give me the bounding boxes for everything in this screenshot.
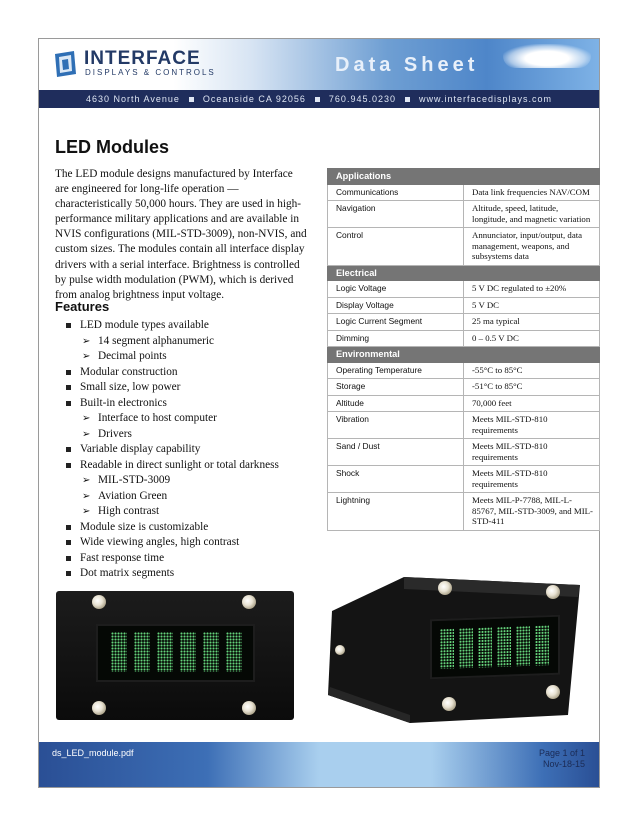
feature-item xyxy=(66,380,279,396)
contact-phone: 760.945.0230 xyxy=(328,94,396,104)
spec-label: Navigation xyxy=(328,201,464,228)
intro-paragraph: The LED module designs manufactured by Interface are engineered for long-life operation — characteristically 50,000 hours. They are used in high-performance military applications and are available in NVIS configurations (MIL-STD-3009), non-NVIS, and custom sizes. The modules contain all interface display drivers with a serial interface. Brightness is controlled by pulse width modulation (PWM), which is derived from analog brightness input voltage. xyxy=(55,168,307,301)
led-digit xyxy=(516,626,530,666)
feature-subitem xyxy=(66,349,279,365)
spec-label: Control xyxy=(328,228,464,266)
spec-row xyxy=(328,362,600,379)
spec-label: Display Voltage xyxy=(328,297,464,314)
contact-website: www.interfacedisplays.com xyxy=(418,94,553,104)
spec-value: 5 V DC xyxy=(464,297,600,314)
spec-section-title: Environmental xyxy=(328,347,600,363)
feature-item xyxy=(66,535,279,551)
spec-section-title: Electrical xyxy=(328,265,600,281)
square-bullet-icon xyxy=(66,370,71,375)
feature-text: Built-in electronics xyxy=(80,396,167,409)
spec-row xyxy=(328,201,600,228)
spec-value: Altitude, speed, latitude, longitude, and magnetic variation xyxy=(464,201,600,228)
led-display-window xyxy=(96,624,255,682)
feature-text: Module size is customizable xyxy=(80,520,209,533)
spec-row xyxy=(328,395,600,412)
spec-label: Sand / Dust xyxy=(328,439,464,466)
led-digit xyxy=(180,632,196,672)
square-bullet-icon xyxy=(66,401,71,406)
feature-item xyxy=(66,396,279,412)
spec-row xyxy=(328,228,600,266)
spec-label: Shock xyxy=(328,466,464,493)
arrow-bullet-icon: ➢ xyxy=(82,475,91,486)
spec-value: Meets MIL-P-7788, MIL-L-85767, MIL-STD-3009, and MIL-STD-411 xyxy=(464,493,600,531)
spec-row xyxy=(328,297,600,314)
screw-icon xyxy=(335,645,345,655)
contact-address: 4630 North Avenue xyxy=(85,94,180,104)
square-bullet-icon xyxy=(66,463,71,468)
spec-label: Operating Temperature xyxy=(328,362,464,379)
feature-item xyxy=(66,520,279,536)
feature-item xyxy=(66,551,279,567)
spec-section-title: Applications xyxy=(328,169,600,185)
screw-icon xyxy=(442,697,456,711)
led-digit xyxy=(459,628,473,668)
square-bullet-icon xyxy=(66,540,71,545)
led-digit xyxy=(478,627,492,667)
feature-subtext: Interface to host computer xyxy=(98,412,217,424)
company-logo-icon xyxy=(52,50,78,78)
feature-subtext: 14 segment alphanumeric xyxy=(98,334,215,347)
footer-filename: ds_LED_module.pdf xyxy=(52,748,134,758)
spec-value: Meets MIL-STD-810 requirements xyxy=(464,412,600,439)
led-module-front-image xyxy=(56,591,294,720)
square-bullet-icon xyxy=(66,447,71,452)
spec-row xyxy=(328,493,600,531)
led-display-window xyxy=(430,615,560,680)
led-digit xyxy=(497,626,511,666)
screw-icon xyxy=(438,581,452,595)
feature-subtext: Aviation Green xyxy=(98,489,168,502)
spec-value: Meets MIL-STD-810 requirements xyxy=(464,466,600,493)
spec-value: 25 ma typical xyxy=(464,314,600,331)
feature-item xyxy=(66,566,279,582)
feature-text: Fast response time xyxy=(80,551,165,564)
spec-section-header xyxy=(328,169,600,185)
separator-icon xyxy=(189,97,194,102)
spec-row xyxy=(328,314,600,331)
feature-subitem xyxy=(66,334,279,350)
feature-text: Small size, low power xyxy=(80,381,181,393)
led-digit xyxy=(203,632,219,672)
spec-row xyxy=(328,281,600,298)
spec-row xyxy=(328,412,600,439)
spec-label: Storage xyxy=(328,379,464,396)
arrow-bullet-icon: ➢ xyxy=(82,335,91,347)
feature-subtext: MIL-STD-3009 xyxy=(98,474,171,486)
feature-subtext: Decimal points xyxy=(98,350,167,362)
page-number: Page 1 of 1 xyxy=(538,748,585,758)
led-digit xyxy=(111,632,127,672)
led-module-angled-image xyxy=(328,575,583,725)
spec-value: 5 V DC regulated to ±20% xyxy=(464,281,600,298)
spec-value: -55°C to 85°C xyxy=(464,362,600,379)
revision-date: Nov-18-15 xyxy=(542,759,585,769)
square-bullet-icon xyxy=(66,525,71,530)
spec-row xyxy=(328,439,600,466)
feature-subitem xyxy=(66,489,279,505)
document-type-title: Data Sheet xyxy=(335,54,479,76)
screw-icon xyxy=(92,595,106,609)
feature-subitem xyxy=(66,427,279,443)
feature-item xyxy=(66,318,279,334)
feature-text: Wide viewing angles, high contrast xyxy=(80,536,240,548)
arrow-bullet-icon: ➢ xyxy=(82,490,91,502)
spec-row xyxy=(328,466,600,493)
screw-icon xyxy=(546,585,560,599)
spec-row xyxy=(328,379,600,396)
separator-icon xyxy=(405,97,410,102)
feature-subtext: High contrast xyxy=(98,505,160,517)
arrow-bullet-icon: ➢ xyxy=(82,413,91,424)
feature-text: Modular construction xyxy=(80,365,178,378)
feature-subitem xyxy=(66,504,279,520)
spec-value: -51°C to 85°C xyxy=(464,379,600,396)
arrow-bullet-icon: ➢ xyxy=(82,351,91,362)
spec-label: Dimming xyxy=(328,330,464,347)
spec-value: Meets MIL-STD-810 requirements xyxy=(464,439,600,466)
cloud-graphic xyxy=(503,44,591,68)
spec-value: Annunciator, input/output, data management, weapons, and subsystems data xyxy=(464,228,600,266)
spec-label: Altitude xyxy=(328,395,464,412)
spec-section-header xyxy=(328,347,600,363)
spec-value: 70,000 feet xyxy=(464,395,600,412)
feature-text: Variable display capability xyxy=(80,443,201,455)
screw-icon xyxy=(92,701,106,715)
led-digit xyxy=(440,628,454,668)
spec-label: Communications xyxy=(328,184,464,201)
feature-item xyxy=(66,365,279,381)
led-digit xyxy=(134,632,150,672)
brand-tagline: DISPLAYS & CONTROLS xyxy=(85,68,216,77)
spec-row xyxy=(328,184,600,201)
feature-subitem xyxy=(66,473,279,489)
brand-name: INTERFACE xyxy=(84,48,201,69)
features-heading: Features xyxy=(55,299,110,314)
square-bullet-icon xyxy=(66,556,71,561)
spec-value: 0 – 0.5 V DC xyxy=(464,330,600,347)
feature-text: Dot matrix segments xyxy=(80,567,175,579)
spec-label: Lightning xyxy=(328,493,464,531)
arrow-bullet-icon: ➢ xyxy=(82,428,91,440)
square-bullet-icon xyxy=(66,571,71,576)
arrow-bullet-icon: ➢ xyxy=(82,506,91,517)
page-title: LED Modules xyxy=(55,137,170,157)
spec-label: Logic Current Segment xyxy=(328,314,464,331)
feature-item xyxy=(66,458,279,474)
separator-icon xyxy=(315,97,320,102)
feature-text: LED module types available xyxy=(80,319,209,331)
led-digit xyxy=(157,632,173,672)
features-list xyxy=(66,318,279,582)
spec-label: Vibration xyxy=(328,412,464,439)
spec-label: Logic Voltage xyxy=(328,281,464,298)
led-digit xyxy=(226,632,242,672)
spec-section-header xyxy=(328,265,600,281)
spec-value: Data link frequencies NAV/COM xyxy=(464,184,600,201)
feature-item xyxy=(66,442,279,458)
square-bullet-icon xyxy=(66,385,71,390)
feature-text: Readable in direct sunlight or total darkness xyxy=(80,458,279,471)
screw-icon xyxy=(242,595,256,609)
screw-icon xyxy=(546,685,560,699)
feature-subtext: Drivers xyxy=(98,427,132,440)
screw-icon xyxy=(242,701,256,715)
contact-city: Oceanside CA 92056 xyxy=(202,94,306,104)
contact-bar xyxy=(39,90,599,108)
feature-subitem xyxy=(66,411,279,427)
led-digit xyxy=(535,625,549,665)
footer-page-info xyxy=(539,748,585,770)
spec-row xyxy=(328,330,600,347)
spec-table xyxy=(327,168,600,531)
square-bullet-icon xyxy=(66,323,71,328)
